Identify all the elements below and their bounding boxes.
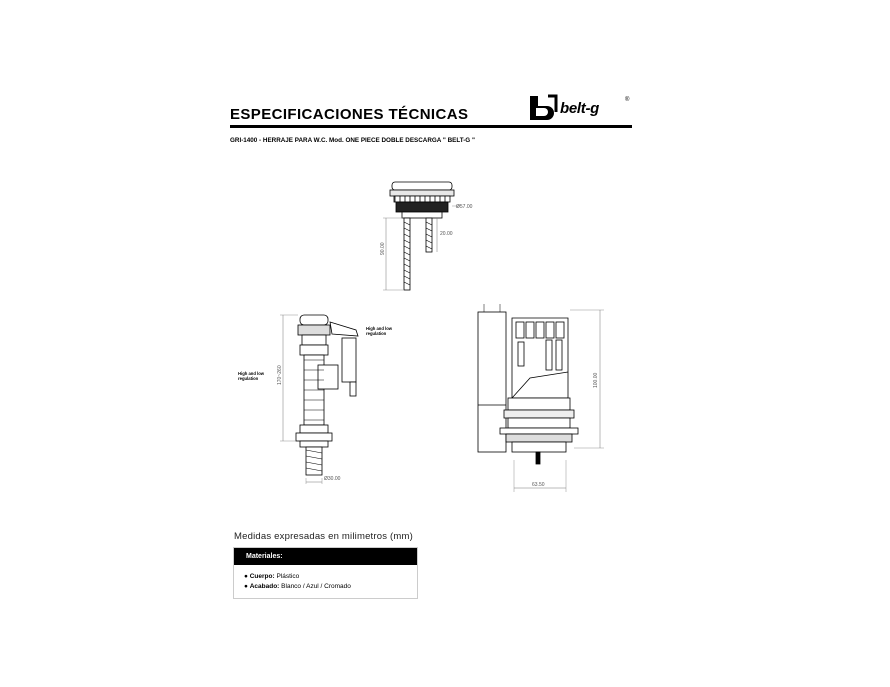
fill-valve-label-top-line2: regulation xyxy=(366,331,387,336)
materials-item-label: Acabado: xyxy=(249,583,280,590)
flush-valve-height-dim: 100.00 xyxy=(593,372,599,388)
page-title: ESPECIFICACIONES TÉCNICAS xyxy=(230,106,469,123)
push-button-diameter-dim: Ø57.00 xyxy=(456,204,473,210)
materials-item-value: Blanco / Azul / Cromado xyxy=(281,583,351,590)
materials-list xyxy=(234,565,417,592)
fill-valve-label-left-line2: regulation xyxy=(238,376,259,381)
fill-valve-height-dim: 170~260 xyxy=(277,365,283,385)
fill-valve-drawing xyxy=(280,315,358,484)
fill-valve-label-left-line1: High and low xyxy=(238,371,265,376)
materials-box xyxy=(233,547,418,599)
materials-item: ● Cuerpo: Plástico xyxy=(244,573,300,580)
brand-logo-text: belt-g xyxy=(560,100,600,117)
fill-valve-diameter-dim: Ø30.00 xyxy=(324,476,341,482)
push-button-small-dim: 20.00 xyxy=(440,231,453,237)
product-subtitle: GRI-1400 - HERRAJE PARA W.C. Mod. ONE PIECE DOBLE DESCARGA " BELT-G " xyxy=(230,137,475,144)
materials-item-value: Plástico xyxy=(276,573,300,580)
measures-note: Medidas expresadas en milimetros (mm) xyxy=(234,531,413,542)
materials-item-label: Cuerpo: xyxy=(249,573,275,580)
materials-heading: Materiales: xyxy=(234,548,417,565)
materials-item: ● Acabado: Blanco / Azul / Cromado xyxy=(244,583,351,590)
push-button-length-dim: 90.00 xyxy=(380,242,386,255)
registered-mark: ® xyxy=(625,97,630,103)
flush-valve-drawing xyxy=(478,304,604,492)
flush-valve-width-dim: 63.50 xyxy=(532,482,545,488)
fill-valve-label-top-line1: High and low xyxy=(366,326,393,331)
